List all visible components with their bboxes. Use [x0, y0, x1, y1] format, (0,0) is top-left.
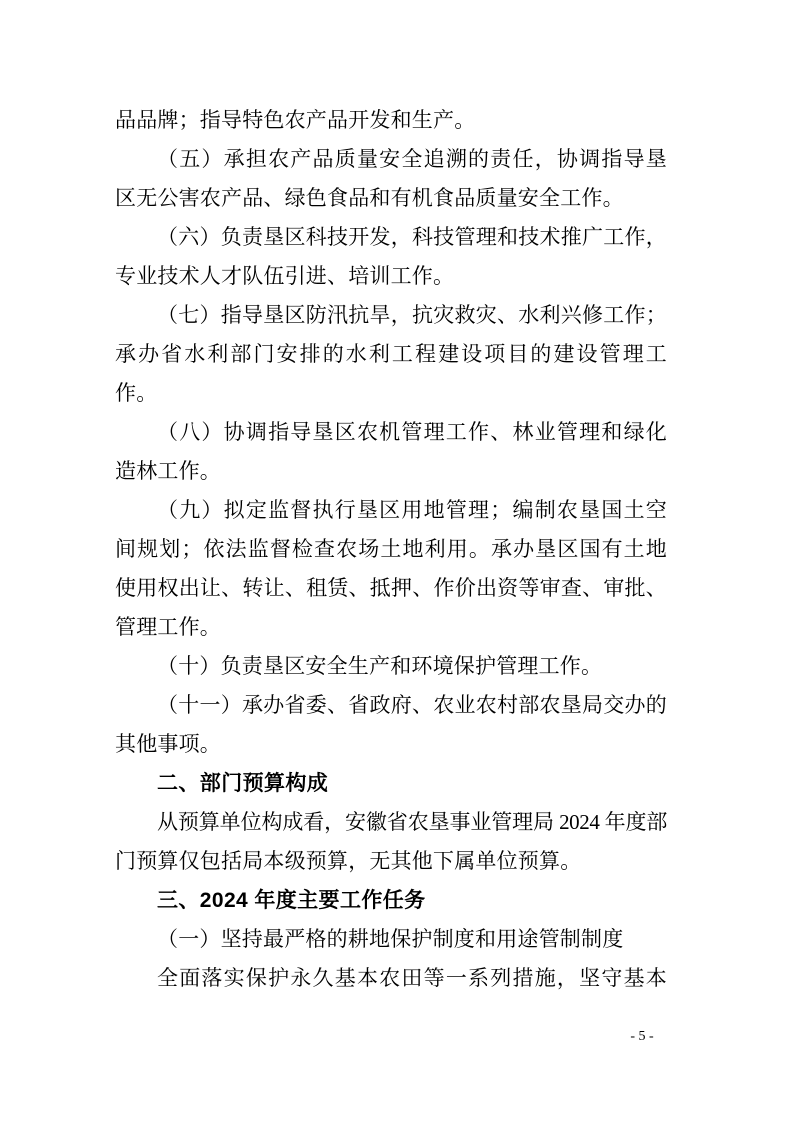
text-line: （五）承担农产品质量安全追溯的责任，协调指导垦 — [157, 147, 667, 171]
text-line: 间规划；依法监督检查农场土地利用。承办垦区国有土地 — [115, 537, 667, 561]
text-line: （十）负责垦区安全生产和环境保护管理工作。 — [157, 654, 603, 678]
text-line: 专业技术人才队伍引进、培训工作。 — [115, 264, 455, 288]
text-line: 全面落实保护永久基本农田等一系列措施，坚守基本 — [157, 966, 667, 990]
section-heading: 三、2024 年度主要工作任务 — [157, 889, 426, 912]
section-heading: 二、部门预算构成 — [157, 772, 329, 795]
text-line: 作。 — [115, 381, 158, 405]
text-line: （九）拟定监督执行垦区用地管理；编制农垦国土空 — [157, 498, 667, 522]
text-line: 从预算单位构成看，安徽省农垦事业管理局 2024 年度部 — [157, 810, 667, 834]
document-text-column — [115, 101, 667, 998]
text-line: 区无公害农产品、绿色食品和有机食品质量安全工作。 — [115, 186, 624, 210]
text-line: 其他事项。 — [115, 732, 221, 756]
text-line: 品品牌；指导特色农产品开发和生产。 — [115, 108, 476, 132]
text-line: 门预算仅包括局本级预算，无其他下属单位预算。 — [115, 849, 582, 873]
page-number: - 5 - — [630, 1029, 654, 1044]
text-line: 造林工作。 — [115, 459, 221, 483]
page-footer — [613, 1028, 671, 1046]
text-line: （十一）承办省委、省政府、农业农村部农垦局交办的 — [157, 693, 667, 717]
text-line: （六）负责垦区科技开发，科技管理和技术推广工作， — [157, 225, 667, 249]
text-line: 承办省水利部门安排的水利工程建设项目的建设管理工 — [115, 342, 667, 366]
text-line: （七）指导垦区防汛抗旱，抗灾救灾、水利兴修工作； — [157, 303, 667, 327]
text-line: （一）坚持最严格的耕地保护制度和用途管制制度 — [157, 927, 624, 951]
text-line: 使用权出让、转让、租赁、抵押、作价出资等审查、审批、 — [115, 576, 667, 600]
text-line: （八）协调指导垦区农机管理工作、林业管理和绿化 — [157, 420, 667, 444]
text-line: 管理工作。 — [115, 615, 221, 639]
